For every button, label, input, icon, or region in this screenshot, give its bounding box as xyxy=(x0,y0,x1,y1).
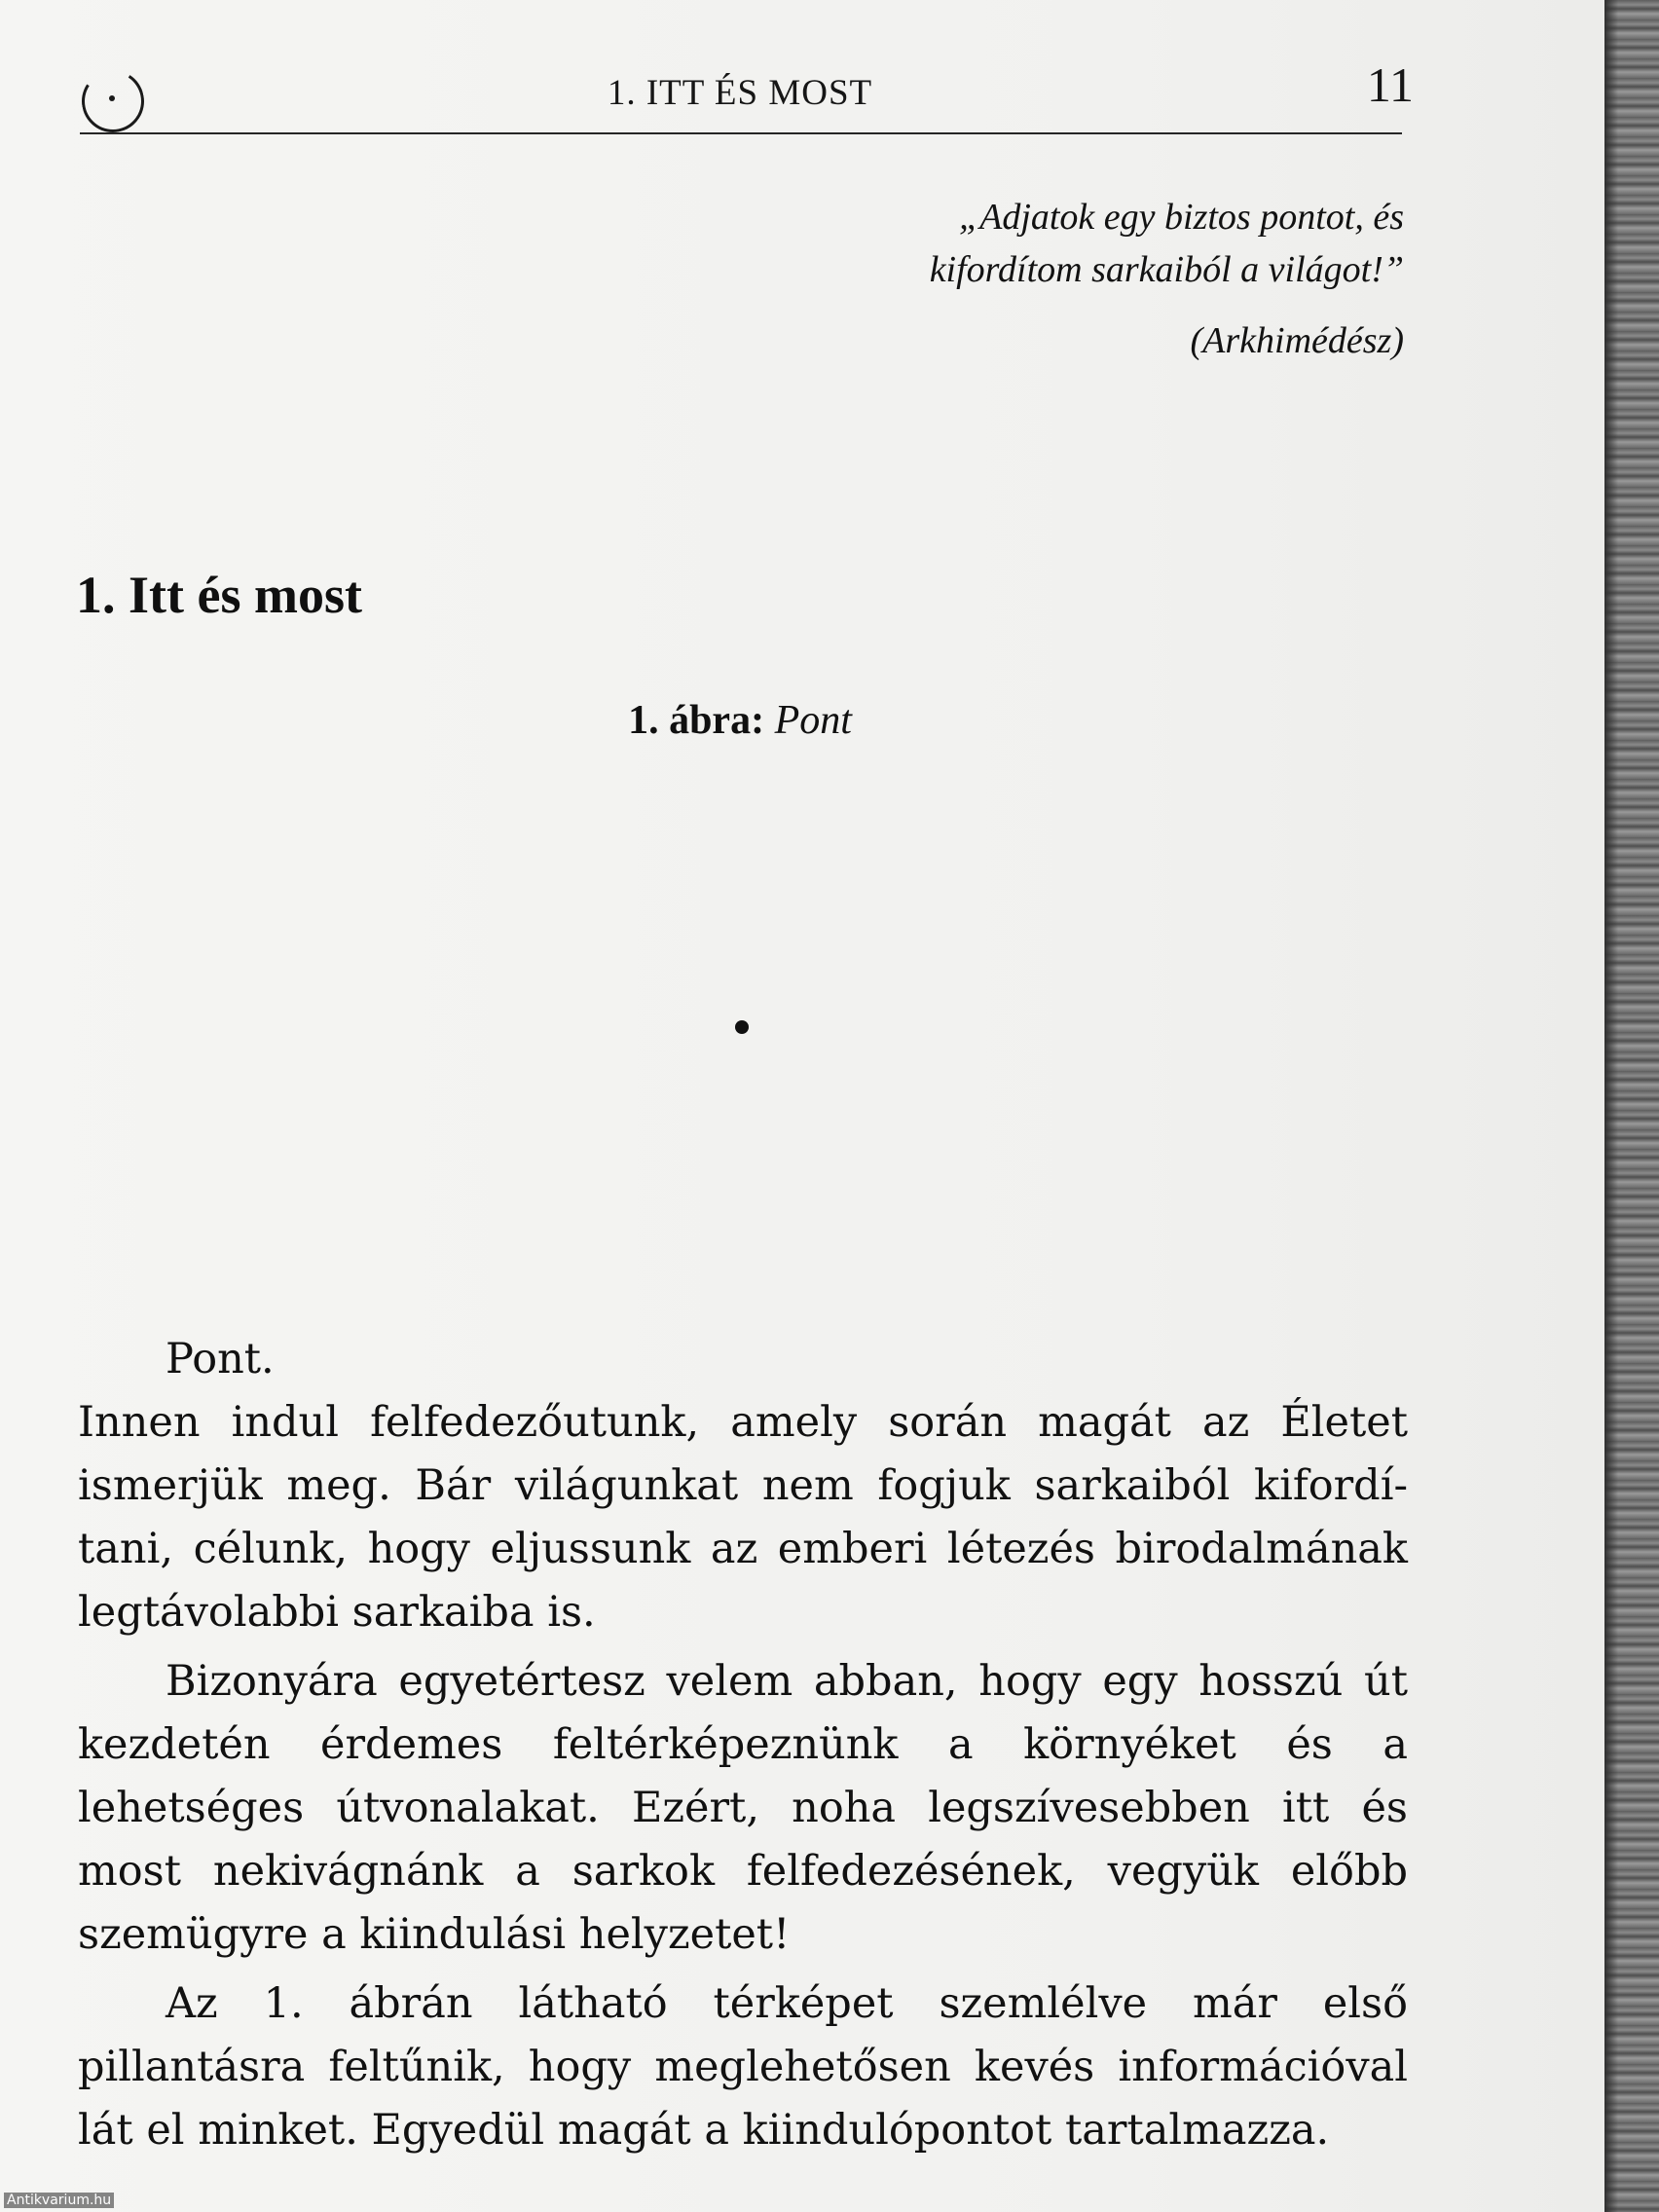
page-stack-edge xyxy=(1604,0,1659,2212)
page-number: 11 xyxy=(1366,57,1414,112)
chapter-dot-icon xyxy=(109,95,115,101)
header-rule xyxy=(80,132,1402,134)
running-head: 1. ITT ÉS MOST xyxy=(607,73,873,113)
chapter-circle-icon xyxy=(76,64,150,138)
figure-label: 1. ábra: xyxy=(628,698,765,743)
paragraph: Bizonyára egyetértesz velem abban, hogy egy hosszú út kezdetén érdemes feltérképeznünk a környéket és a lehetséges útvonalakat. Ezért, noha legszívesebben itt és most nekivágnánk a sarkok felfedezésének, vegyük előbb szemügyre a kiindulási helyzetet! xyxy=(78,1657,1408,1959)
figure-point-dot xyxy=(735,1020,749,1034)
epigraph-author: (Arkhimédész) xyxy=(1190,320,1404,361)
figure-caption xyxy=(487,697,993,744)
epigraph-line-1: „Adjatok egy biztos pontot, és xyxy=(958,197,1404,238)
paragraph: Pont. xyxy=(166,1335,275,1383)
body-text xyxy=(78,1328,1408,2162)
paragraph: Innen indul felfedezőutunk, amely során magát az Életet ismerjük meg. Bár világunkat nem fogjuk sarkaiból kifordítani, célunk, hogy eljussunk az emberi létezés birodalmának legtávolabbi sarkaiba is. xyxy=(78,1398,1408,1637)
figure-name: Pont xyxy=(774,698,852,743)
paragraph: Az 1. ábrán látható térképet szemlélve már első pillantásra feltűnik, hogy meglehetősen kevés információval lát el minket. Egyedül magát a kiindulópontot tartalmazza. xyxy=(78,1979,1408,2155)
epigraph-quote xyxy=(740,191,1404,296)
watermark-text: Antikvarium.hu xyxy=(4,2193,114,2208)
chapter-title: 1. Itt és most xyxy=(76,566,362,624)
epigraph-line-2: kifordítom sarkaiból a világot!” xyxy=(929,249,1404,290)
